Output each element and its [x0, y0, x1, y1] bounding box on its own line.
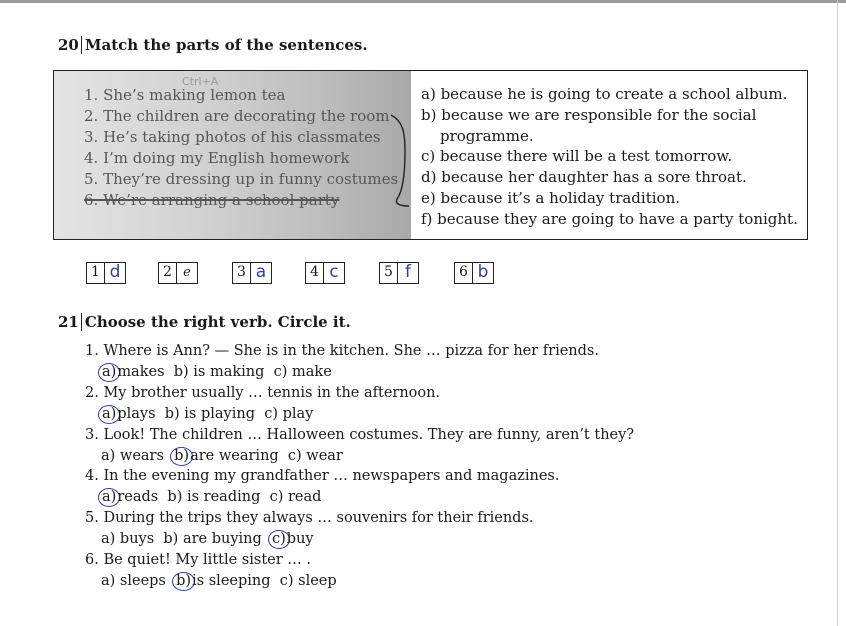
- answer-box-3[interactable]: [232, 262, 272, 284]
- answer-options: [85, 571, 634, 592]
- option-b-word: is sleeping: [192, 572, 271, 589]
- exercise-number: 20: [58, 36, 82, 54]
- answer-number: 6: [455, 263, 473, 283]
- option-a-circled[interactable]: a): [98, 488, 120, 507]
- answer-letter: e: [183, 265, 191, 280]
- option-b[interactable]: b) is reading: [167, 489, 261, 506]
- exercise-21-header: [58, 313, 351, 331]
- sentence-beginning: 5. They’re dressing up in funny costumes: [84, 170, 399, 188]
- hand-drawn-match-line: [389, 111, 419, 211]
- question-text: 5. During the trips they always … souvenirs for their friends.: [85, 510, 534, 527]
- answer-letter: b: [477, 262, 489, 282]
- sentence-beginning-crossed: 6. We’re arranging a school party: [84, 191, 340, 209]
- answer-number: 5: [380, 263, 398, 283]
- option-b[interactable]: b) is playing: [164, 405, 255, 422]
- exercise-number: 21: [58, 313, 82, 331]
- answer-number: 2: [159, 263, 177, 283]
- answer-options: [85, 446, 634, 467]
- option-a[interactable]: a) wears: [101, 447, 164, 464]
- answer-letter: a: [255, 262, 267, 282]
- sentence-ending: d) because her daughter has a sore throat.: [421, 168, 747, 187]
- sentence-endings-list: [421, 84, 798, 230]
- answer-number: 1: [87, 263, 105, 283]
- sentence-beginning: 4. I’m doing my English homework: [84, 149, 350, 167]
- answer-letter: d: [109, 262, 121, 282]
- option-b-circled[interactable]: b): [172, 572, 195, 591]
- sentence-beginning: 2. The children are decorating the room: [84, 107, 390, 125]
- answer-number: 4: [306, 263, 324, 283]
- option-a[interactable]: a) sleeps: [101, 572, 166, 589]
- option-b-circled[interactable]: b): [170, 447, 193, 466]
- option-c-word: buy: [286, 531, 314, 548]
- option-b-word: are wearing: [190, 447, 279, 464]
- answer-box-4[interactable]: [305, 262, 345, 284]
- option-a[interactable]: a) buys: [101, 531, 155, 548]
- option-a-word: makes: [117, 363, 165, 380]
- answer-options: [85, 487, 634, 508]
- sentence-ending: e) because it’s a holiday tradition.: [421, 188, 680, 207]
- matching-table: [53, 70, 808, 240]
- option-c[interactable]: c) wear: [287, 447, 343, 464]
- answer-box-6[interactable]: [454, 262, 494, 284]
- option-c[interactable]: c) sleep: [279, 572, 337, 589]
- sentence-beginning: 3. He’s taking photos of his classmates: [84, 128, 381, 146]
- option-c[interactable]: c) read: [269, 489, 322, 506]
- shaded-sentence-beginnings: [54, 71, 411, 239]
- exercise-instruction: Match the parts of the sentences.: [84, 36, 368, 54]
- question-text: 2. My brother usually … tennis in the afternoon.: [85, 384, 441, 401]
- answer-options: [85, 362, 634, 383]
- question-list: [85, 341, 634, 592]
- option-a-circled[interactable]: a): [98, 363, 120, 382]
- sentence-beginning: 1. She’s making lemon tea: [84, 86, 286, 104]
- answer-options: [85, 404, 634, 425]
- question-text: 4. In the evening my grandfather … newspapers and magazines.: [85, 468, 560, 485]
- answer-options: [85, 529, 634, 550]
- selection-overlay-hint: Ctrl+A: [182, 75, 219, 88]
- answer-box-5[interactable]: [379, 262, 419, 284]
- answer-letter: f: [405, 262, 411, 282]
- option-c-circled[interactable]: c): [268, 530, 290, 549]
- option-b[interactable]: b) is making: [173, 363, 265, 380]
- sentence-ending: f) because they are going to have a party tonight.: [421, 209, 798, 228]
- question-text: 3. Look! The children … Halloween costumes. They are funny, aren’t they?: [85, 426, 635, 443]
- exercise-instruction: Choose the right verb. Circle it.: [84, 313, 351, 331]
- question-text: 1. Where is Ann? — She is in the kitchen. She … pizza for her friends.: [85, 343, 599, 359]
- option-b[interactable]: b) are buying: [163, 531, 262, 548]
- question-text: 6. Be quiet! My little sister … .: [85, 552, 311, 569]
- sentence-ending: c) because there will be a test tomorrow.: [421, 147, 733, 166]
- sentence-ending-continued: programme.: [440, 126, 534, 145]
- option-c[interactable]: c) play: [264, 405, 314, 422]
- option-c[interactable]: c) make: [273, 363, 332, 380]
- sentence-ending: a) because he is going to create a school album.: [421, 85, 788, 103]
- answer-number: 3: [233, 263, 251, 283]
- answer-letter: c: [329, 262, 339, 282]
- option-a-word: plays: [117, 405, 156, 422]
- exercise-20-header: [58, 36, 368, 54]
- sentence-beginnings-list: [84, 85, 398, 211]
- answer-boxes: [86, 262, 506, 286]
- option-a-circled[interactable]: a): [98, 405, 120, 424]
- answer-box-1[interactable]: [86, 262, 126, 284]
- answer-box-2[interactable]: [158, 262, 198, 284]
- sentence-ending: b) because we are responsible for the social: [421, 105, 757, 124]
- option-a-word: reads: [117, 489, 159, 506]
